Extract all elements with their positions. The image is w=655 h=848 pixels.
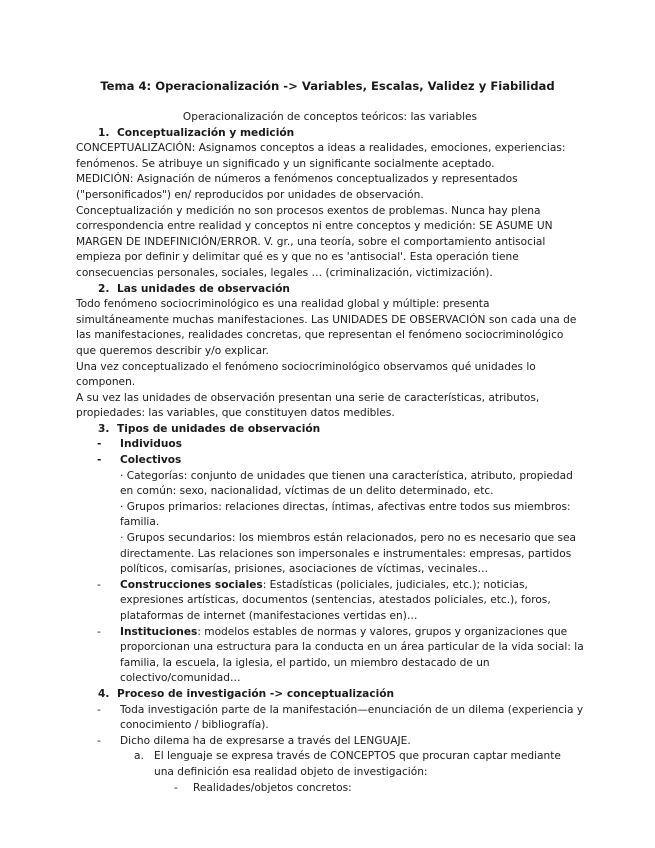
sub-item-categorias: · Categorías: conjunto de unidades que tienen una característica, atributo, propiedad en común: sexo, nacionalidad, víctimas de un delito determinado, etc. (120, 469, 573, 498)
paragraph-componen: Una vez conceptualizado el fenómeno sociocriminológico observamos qué unidades lo componen. (76, 360, 536, 389)
alpha-marker: a. (134, 750, 144, 763)
term: CONCEPTUALIZACIÓN (76, 142, 192, 155)
section-number: 4. (98, 687, 110, 700)
section-number: 3. (98, 422, 110, 435)
document-body (76, 110, 584, 796)
section-number: 2. (98, 282, 110, 295)
term: Construcciones sociales (120, 578, 263, 591)
list-item-colectivos: - Colectivos (76, 453, 584, 469)
list-item-instituciones: - Instituciones: modelos estables de normas y valores, grupos y organizaciones que proporcionan una estructura para la conducta en un área particular de la vida social: la familia, la escuela, la iglesia, el partido, un miembro destacado de un colectivo/comunidad… (97, 625, 584, 685)
list-item-construcciones-sociales: - Construcciones sociales: Estadísticas (policiales, judiciales, etc.); noticias, expresiones artísticas, documentos (sentencias, atestados policiales, etc.), foros, plataformas de internet (manifestaciones vertidas en)… (97, 578, 551, 622)
list-item-dilema: - Toda investigación parte de la manifestación—enunciación de un dilema (experiencia y conocimiento / bibliografía). (97, 703, 584, 732)
sub-item-grupos-secundarios: · Grupos secundarios: los miembros están relacionados, pero no es necesario que sea directamente. Las relaciones son impersonales e instrumentales: empresas, partidos políticos, comisarías, prisiones, asociaciones de víctimas, vecinales… (120, 532, 576, 576)
paragraph-problemas: Conceptualización y medición no son procesos exentos de problemas. Nunca hay plena correspondencia entre realidad y conceptos ni entre conceptos y medición: SE ASUME UN MARGEN DE INDEFINICIÓN/ERROR. V. gr., una teoría, sobre el comportamiento antisocial empieza por definir y delimitar qué es y que no es 'antisocial'. Esta operación tiene consecuencias personales, sociales, legales … (criminalización, victimización). (76, 204, 553, 279)
section-title: Proceso de investigación -> conceptualización (117, 687, 395, 700)
dash-bullet: - (97, 578, 101, 591)
dash-bullet: - (97, 438, 102, 451)
section-heading-4 (76, 687, 584, 703)
section-heading-3 (76, 422, 584, 438)
section-title: Las unidades de observación (117, 282, 290, 295)
sub-item-grupos-primarios: · Grupos primarios: relaciones directas, íntimas, afectivas entre todos sus miembros: familia. (120, 500, 571, 529)
paragraph-conceptualizacion: CONCEPTUALIZACIÓN: Asignamos conceptos a ideas a realidades, emociones, experiencias: fenómenos. Se atribuye un significado y un significante socialmente aceptado. (76, 142, 566, 170)
paragraph-variables: A su vez las unidades de observación presentan una serie de características, atributos, propiedades: las variables, que constituyen datos medibles. (76, 391, 540, 420)
list-item-realidades: - Realidades/objetos concretos: (76, 781, 584, 797)
term: MEDICIÓN (76, 173, 130, 186)
dash-bullet: - (174, 781, 178, 794)
term: Instituciones (120, 625, 198, 638)
section-subtitle: Operacionalización de conceptos teóricos: las variables (182, 111, 478, 123)
section-heading-2 (76, 282, 584, 298)
paragraph-medicion: MEDICIÓN: Asignación de números a fenómenos conceptualizados y representados ("personificados") en/ reproducidos por unidades de observación. (76, 173, 518, 201)
section-title: Tipos de unidades de observación (117, 422, 321, 435)
list-item-individuos: - Individuos (76, 437, 584, 453)
dash-bullet: - (97, 734, 101, 747)
dash-bullet: - (97, 703, 101, 716)
paragraph-unidades: Todo fenómeno sociocriminológico es una realidad global y múltiple: presenta simultáneamente muchas manifestaciones. Las UNIDADES DE OBSERVACIÓN son cada una de las manifestaciones, realidades concretas, que representan el fenómeno sociocriminológico que queremos describir y/o explicar. (76, 298, 577, 357)
list-item-a-conceptos: a. El lenguaje se expresa través de CONCEPTOS que procuran captar mediante una definición esa realidad objeto de investigación: (134, 750, 561, 778)
document-title: Tema 4: Operacionalización -> Variables, Escalas, Validez y Fiabilidad (100, 79, 555, 93)
dash-bullet: - (97, 454, 102, 467)
section-number: 1. (98, 126, 110, 139)
list-item-lenguaje: - Dicho dilema ha de expresarse a través del LENGUAJE. (76, 734, 584, 750)
section-heading-1 (76, 126, 584, 142)
section-title: Conceptualización y medición (117, 126, 295, 139)
dash-bullet: - (97, 625, 101, 638)
